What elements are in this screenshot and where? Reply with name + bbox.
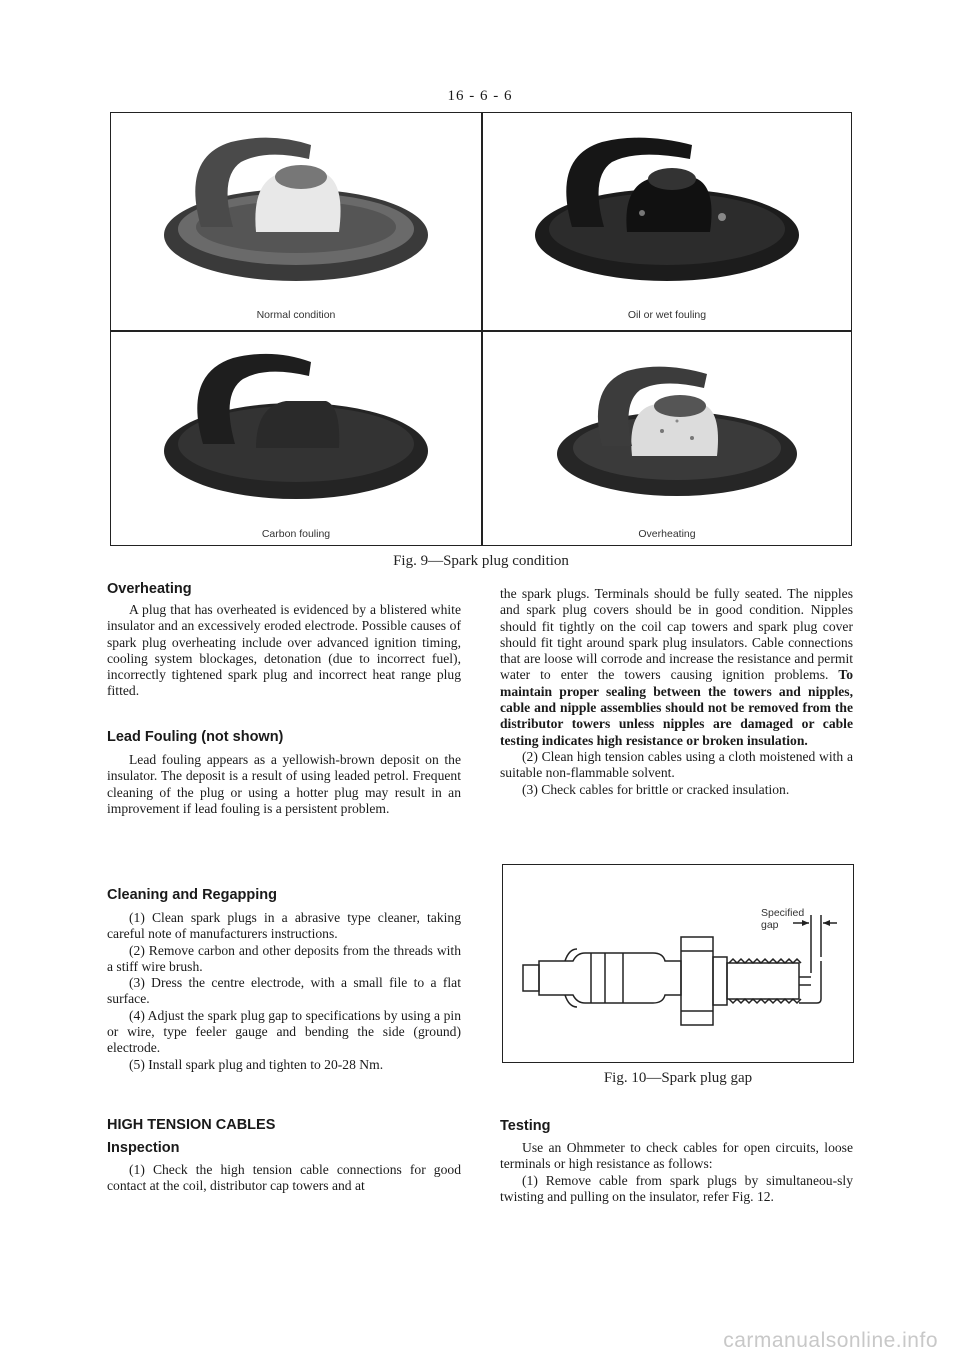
inspection-text bbox=[107, 1162, 461, 1195]
heading-cleaning-regapping: Cleaning and Regapping bbox=[107, 887, 277, 903]
watermark: carmanualsonline.info bbox=[723, 1329, 938, 1352]
normal-plug-image bbox=[161, 117, 431, 297]
heading-inspection: Inspection bbox=[107, 1140, 180, 1156]
panel-oil-wet-fouling bbox=[482, 113, 852, 329]
panel-label: Overheating bbox=[638, 528, 696, 540]
paragraph: A plug that has overheated is evidenced by a blistered white insulator and an excessively eroded electrode. Possible causes of spark plug overheating include over advanced ignition timing, cooling system blockages, detonation (due to incorrect fuel), incorrectly tightened spark plug and incorrect heat range plug fitted. bbox=[107, 602, 461, 699]
step: (3) Check cables for brittle or cracked insulation. bbox=[522, 781, 790, 797]
heading-overheating: Overheating bbox=[107, 581, 192, 597]
heading-high-tension-cables: HIGH TENSION CABLES bbox=[107, 1117, 276, 1133]
specified-gap-label: Specified gap bbox=[761, 907, 805, 931]
page-number: 16 - 6 - 6 bbox=[447, 88, 513, 104]
carbon-fouled-plug-image bbox=[161, 336, 431, 516]
spark-plug-diagram bbox=[503, 865, 851, 1060]
panel-label: Carbon fouling bbox=[261, 528, 331, 540]
panel-normal-condition bbox=[111, 113, 481, 329]
paragraph: Use an Ohmmeter to check cables for open circuits, loose terminals or high resistance as follows: bbox=[500, 1140, 853, 1172]
bold-note: To maintain proper sealing between the towers and nipples, cable and nipple assemblies should not be removed from the distributor towers unless nipples are damaged or cable testing indicates high resistance or broken insulation. bbox=[500, 667, 853, 748]
overheating-text bbox=[107, 602, 461, 700]
right-column-text bbox=[500, 586, 853, 798]
overheated-plug-image bbox=[532, 336, 802, 516]
figure-10-caption: Fig. 10—Spark plug gap bbox=[603, 1070, 753, 1086]
step: (2) Remove carbon and other deposits from the threads with a stiff wire brush. bbox=[107, 942, 461, 974]
step: (1) Remove cable from spark plugs by simultaneou-sly twisting and pulling on the insulator, refer Fig. 12. bbox=[500, 1172, 853, 1204]
panel-overheating bbox=[482, 332, 852, 548]
step: (2) Clean high tension cables using a cloth moistened with a suitable non-flammable solvent. bbox=[500, 748, 853, 781]
lead-fouling-text bbox=[107, 752, 461, 817]
heading-testing: Testing bbox=[500, 1118, 551, 1134]
step: (4) Adjust the spark plug gap to specifications by using a pin or wire, type feeler gauge and bending the side (ground) electrode. bbox=[107, 1007, 461, 1056]
cleaning-steps bbox=[107, 910, 461, 1073]
figure-9-caption: Fig. 9—Spark plug condition bbox=[393, 553, 569, 569]
step: (3) Dress the centre electrode, with a small file to a flat surface. bbox=[107, 975, 461, 1007]
step: (1) Check the high tension cable connections for good contact at the coil, distributor cap towers and at bbox=[107, 1162, 461, 1194]
panel-carbon-fouling bbox=[111, 332, 481, 548]
figure-9-spark-plug-conditions bbox=[110, 112, 852, 546]
heading-lead-fouling: Lead Fouling (not shown) bbox=[107, 729, 284, 745]
paragraph bbox=[500, 586, 853, 749]
step: (1) Clean spark plugs in a abrasive type cleaner, taking careful note of manufacturers instructions. bbox=[107, 910, 461, 942]
oil-fouled-plug-image bbox=[532, 117, 802, 297]
paragraph: Lead fouling appears as a yellowish-brown deposit on the insulator. The deposit is a result of using leaded petrol. Frequent cleaning of the plug or using a hotter plug may result in an improvement if lead fouling is a persistent problem. bbox=[107, 752, 461, 816]
figure-10-spark-plug-gap bbox=[502, 864, 854, 1063]
testing-text bbox=[500, 1140, 853, 1205]
continued-text: the spark plugs. Terminals should be fully seated. The nipples and spark plug covers should be in good condition. Nipples should fit tightly on the coil cap towers and spark plug cover should fit tight around spark plug insulators. Cable connections that are loose will corrode and increase the resistance and permit water to enter the towers causing ignition problems. bbox=[500, 586, 853, 683]
panel-label: Oil or wet fouling bbox=[627, 309, 707, 321]
panel-label: Normal condition bbox=[256, 309, 336, 321]
step: (5) Install spark plug and tighten to 20-28 Nm. bbox=[129, 1056, 384, 1072]
